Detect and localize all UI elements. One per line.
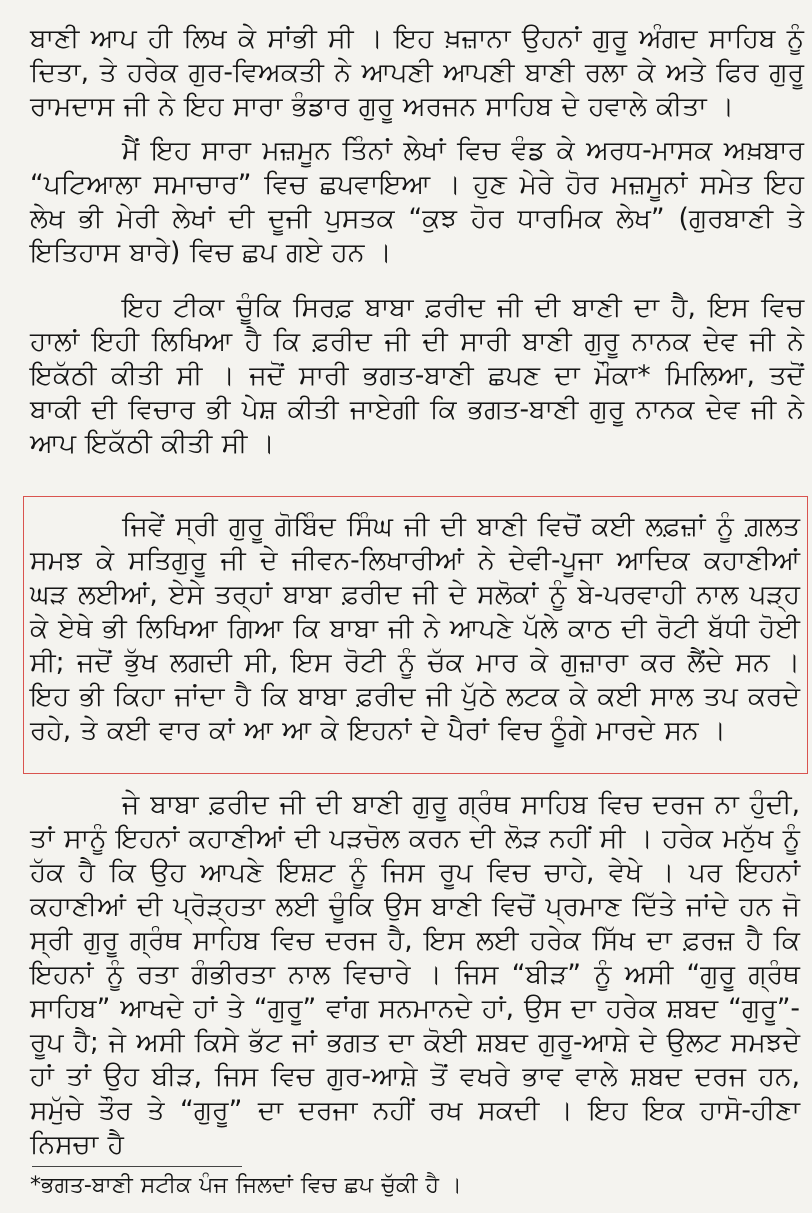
footnote-rule (32, 1166, 242, 1167)
paragraph-4-highlighted: ਜਿਵੇਂ ਸ੍ਰੀ ਗੁਰੂ ਗੋਬਿੰਦ ਸਿੰਘ ਜੀ ਦੀ ਬਾਣੀ ਵਿਚੋਂ ਕਈ ਲਫ਼ਜ਼ਾਂ ਨੂੰ ਗ਼ਲਤ ਸਮਝ ਕੇ ਸਤਿਗੁਰੂ ਜੀ ਦੇ ਜੀਵਨ-ਲਿਖਾਰੀਆਂ ਨੇ ਦੇਵੀ-ਪੂਜਾ ਆਦਿਕ ਕਹਾਣੀਆਂ ਘੜ ਲਈਆਂ, ਏਸੇ ਤਰ੍ਹਾਂ ਬਾਬਾ ਫ਼ਰੀਦ ਜੀ ਦੇ ਸਲੋਕਾਂ ਨੂੰ ਬੇ-ਪਰਵਾਹੀ ਨਾਲ ਪੜ੍ਹ ਕੇ ਏਥੇ ਭੀ ਲਿਖਿਆ ਗਿਆ ਕਿ ਬਾਬਾ ਜੀ ਨੇ ਆਪਣੇ ਪੱਲੇ ਕਾਠ ਦੀ ਰੋਟੀ ਬੱਧੀ ਹੋਈ ਸੀ; ਜਦੋਂ ਭੁੱਖ ਲਗਦੀ ਸੀ, ਇਸ ਰੋਟੀ ਨੂੰ ਚੱਕ ਮਾਰ ਕੇ ਗੁਜ਼ਾਰਾ ਕਰ ਲੈਂਦੇ ਸਨ । ਇਹ ਭੀ ਕਿਹਾ ਜਾਂਦਾ ਹੈ ਕਿ ਬਾਬਾ ਫ਼ਰੀਦ ਜੀ ਪੁੱਠੇ ਲਟਕ ਕੇ ਕਈ ਸਾਲ ਤਪ ਕਰਦੇ ਰਹੇ, ਤੇ ਕਈ ਵਾਰ ਕਾਂ ਆ ਆ ਕੇ ਇਹਨਾਂ ਦੇ ਪੈਰਾਂ ਵਿਚ ਠੂੰਗੇ ਮਾਰਦੇ ਸਨ । (30, 511, 800, 746)
paragraph-5: ਜੇ ਬਾਬਾ ਫ਼ਰੀਦ ਜੀ ਦੀ ਬਾਣੀ ਗੁਰੂ ਗ੍ਰੰਥ ਸਾਹਿਬ ਵਿਚ ਦਰਜ ਨਾ ਹੁੰਦੀ, ਤਾਂ ਸਾਨੂੰ ਇਹਨਾਂ ਕਹਾਣੀਆਂ ਦੀ ਪੜਚੋਲ ਕਰਨ ਦੀ ਲੋੜ ਨਹੀਂ ਸੀ । ਹਰੇਕ ਮਨੁੱਖ ਨੂੰ ਹੱਕ ਹੈ ਕਿ ਉਹ ਆਪਣੇ ਇਸ਼ਟ ਨੂੰ ਜਿਸ ਰੂਪ ਵਿਚ ਚਾਹੇ, ਵੇਖੇ । ਪਰ ਇਹਨਾਂ ਕਹਾਣੀਆਂ ਦੀ ਪ੍ਰੋੜ੍ਹਤਾ ਲਈ ਚੂੰਕਿ ਉਸ ਬਾਣੀ ਵਿਚੋਂ ਪ੍ਰਮਾਣ ਦਿੱਤੇ ਜਾਂਦੇ ਹਨ ਜੋ ਸ੍ਰੀ ਗੁਰੂ ਗ੍ਰੰਥ ਸਾਹਿਬ ਵਿਚ ਦਰਜ ਹੈ, ਇਸ ਲਈ ਹਰੇਕ ਸਿੱਖ ਦਾ ਫ਼ਰਜ਼ ਹੈ ਕਿ ਇਹਨਾਂ ਨੂੰ ਰਤਾ ਗੰਭੀਰਤਾ ਨਾਲ ਵਿਚਾਰੇ । ਜਿਸ “ਬੀੜ” ਨੂੰ ਅਸੀ “ਗੁਰੂ ਗ੍ਰੰਥ ਸਾਹਿਬ” ਆਖਦੇ ਹਾਂ ਤੇ “ਗੁਰੂ” ਵਾਂਗ ਸਨਮਾਨਦੇ ਹਾਂ, ਉਸ ਦਾ ਹਰੇਕ ਸ਼ਬਦ “ਗੁਰੂ”-ਰੂਪ ਹੈ; ਜੇ ਅਸੀ ਕਿਸੇ ਭੱਟ ਜਾਂ ਭਗਤ ਦਾ ਕੋਈ ਸ਼ਬਦ ਗੁਰੂ-ਆਸ਼ੇ ਦੇ ਉਲਟ ਸਮਝਦੇ ਹਾਂ ਤਾਂ ਉਹ ਬੀੜ, ਜਿਸ ਵਿਚ ਗੁਰ-ਆਸ਼ੇ ਤੋਂ ਵਖਰੇ ਭਾਵ ਵਾਲੇ ਸ਼ਬਦ ਦਰਜ ਹਨ, ਸਮੁੱਚੇ ਤੌਰ ਤੇ “ਗੁਰੂ” ਦਾ ਦਰਜਾ ਨਹੀਂ ਰਖ ਸਕਦੀ । ਇਹ ਇਕ ਹਾਸੋ-ਹੀਣਾ ਨਿਸਚਾ ਹੈ (30, 789, 800, 1160)
paragraph-1: ਬਾਣੀ ਆਪ ਹੀ ਲਿਖ ਕੇ ਸਾਂਭੀ ਸੀ । ਇਹ ਖ਼ਜ਼ਾਨਾ ਉਹਨਾਂ ਗੁਰੂ ਅੰਗਦ ਸਾਹਿਬ ਨੂੰ ਦਿਤਾ, ਤੇ ਹਰੇਕ ਗੁਰ-ਵਿਅਕਤੀ ਨੇ ਆਪਣੀ ਆਪਣੀ ਬਾਣੀ ਰਲਾ ਕੇ ਅਤੇ ਫਿਰ ਗੁਰੂ ਰਾਮਦਾਸ ਜੀ ਨੇ ਇਹ ਸਾਰਾ ਭੰਡਾਰ ਗੁਰੂ ਅਰਜਨ ਸਾਹਿਬ ਦੇ ਹਵਾਲੇ ਕੀਤਾ । (30, 23, 804, 122)
paragraph-3: ਇਹ ਟੀਕਾ ਚੂੰਕਿ ਸਿਰਫ਼ ਬਾਬਾ ਫ਼ਰੀਦ ਜੀ ਦੀ ਬਾਣੀ ਦਾ ਹੈ, ਇਸ ਵਿਚ ਹਾਲਾਂ ਇਹੀ ਲਿਖਿਆ ਹੈ ਕਿ ਫ਼ਰੀਦ ਜੀ ਦੀ ਸਾਰੀ ਬਾਣੀ ਗੁਰੂ ਨਾਨਕ ਦੇਵ ਜੀ ਨੇ ਇਕੱਠੀ ਕੀਤੀ ਸੀ । ਜਦੋਂ ਸਾਰੀ ਭਗਤ-ਬਾਣੀ ਛਪਣ ਦਾ ਮੌਕਾ* ਮਿਲਿਆ, ਤਦੋਂ ਬਾਕੀ ਦੀ ਵਿਚਾਰ ਭੀ ਪੇਸ਼ ਕੀਤੀ ਜਾਏਗੀ ਕਿ ਭਗਤ-ਬਾਣੀ ਗੁਰੂ ਨਾਨਕ ਦੇਵ ਜੀ ਨੇ ਆਪ ਇਕੱਠੀ ਕੀਤੀ ਸੀ । (30, 292, 804, 459)
footnote: *ਭਗਤ-ਬਾਣੀ ਸਟੀਕ ਪੰਜ ਜਿਲਦਾਂ ਵਿਚ ਛਪ ਚੁੱਕੀ ਹੈ । (30, 1173, 462, 1198)
paragraph-2: ਮੈਂ ਇਹ ਸਾਰਾ ਮਜ਼ਮੂਨ ਤਿੰਨਾਂ ਲੇਖਾਂ ਵਿਚ ਵੰਡ ਕੇ ਅਰਧ-ਮਾਸਕ ਅਖ਼ਬਾਰ “ਪਟਿਆਲਾ ਸਮਾਚਾਰ” ਵਿਚ ਛਪਵਾਇਆ । ਹੁਣ ਮੇਰੇ ਹੋਰ ਮਜ਼ਮੂਨਾਂ ਸਮੇਤ ਇਹ ਲੇਖ ਭੀ ਮੇਰੀ ਲੇਖਾਂ ਦੀ ਦੂਜੀ ਪੁਸਤਕ “ਕੁਝ ਹੋਰ ਧਾਰਮਿਕ ਲੇਖ” (ਗੁਰਬਾਣੀ ਤੇ ਇਤਿਹਾਸ ਬਾਰੇ) ਵਿਚ ਛਪ ਗਏ ਹਨ । (30, 135, 804, 268)
